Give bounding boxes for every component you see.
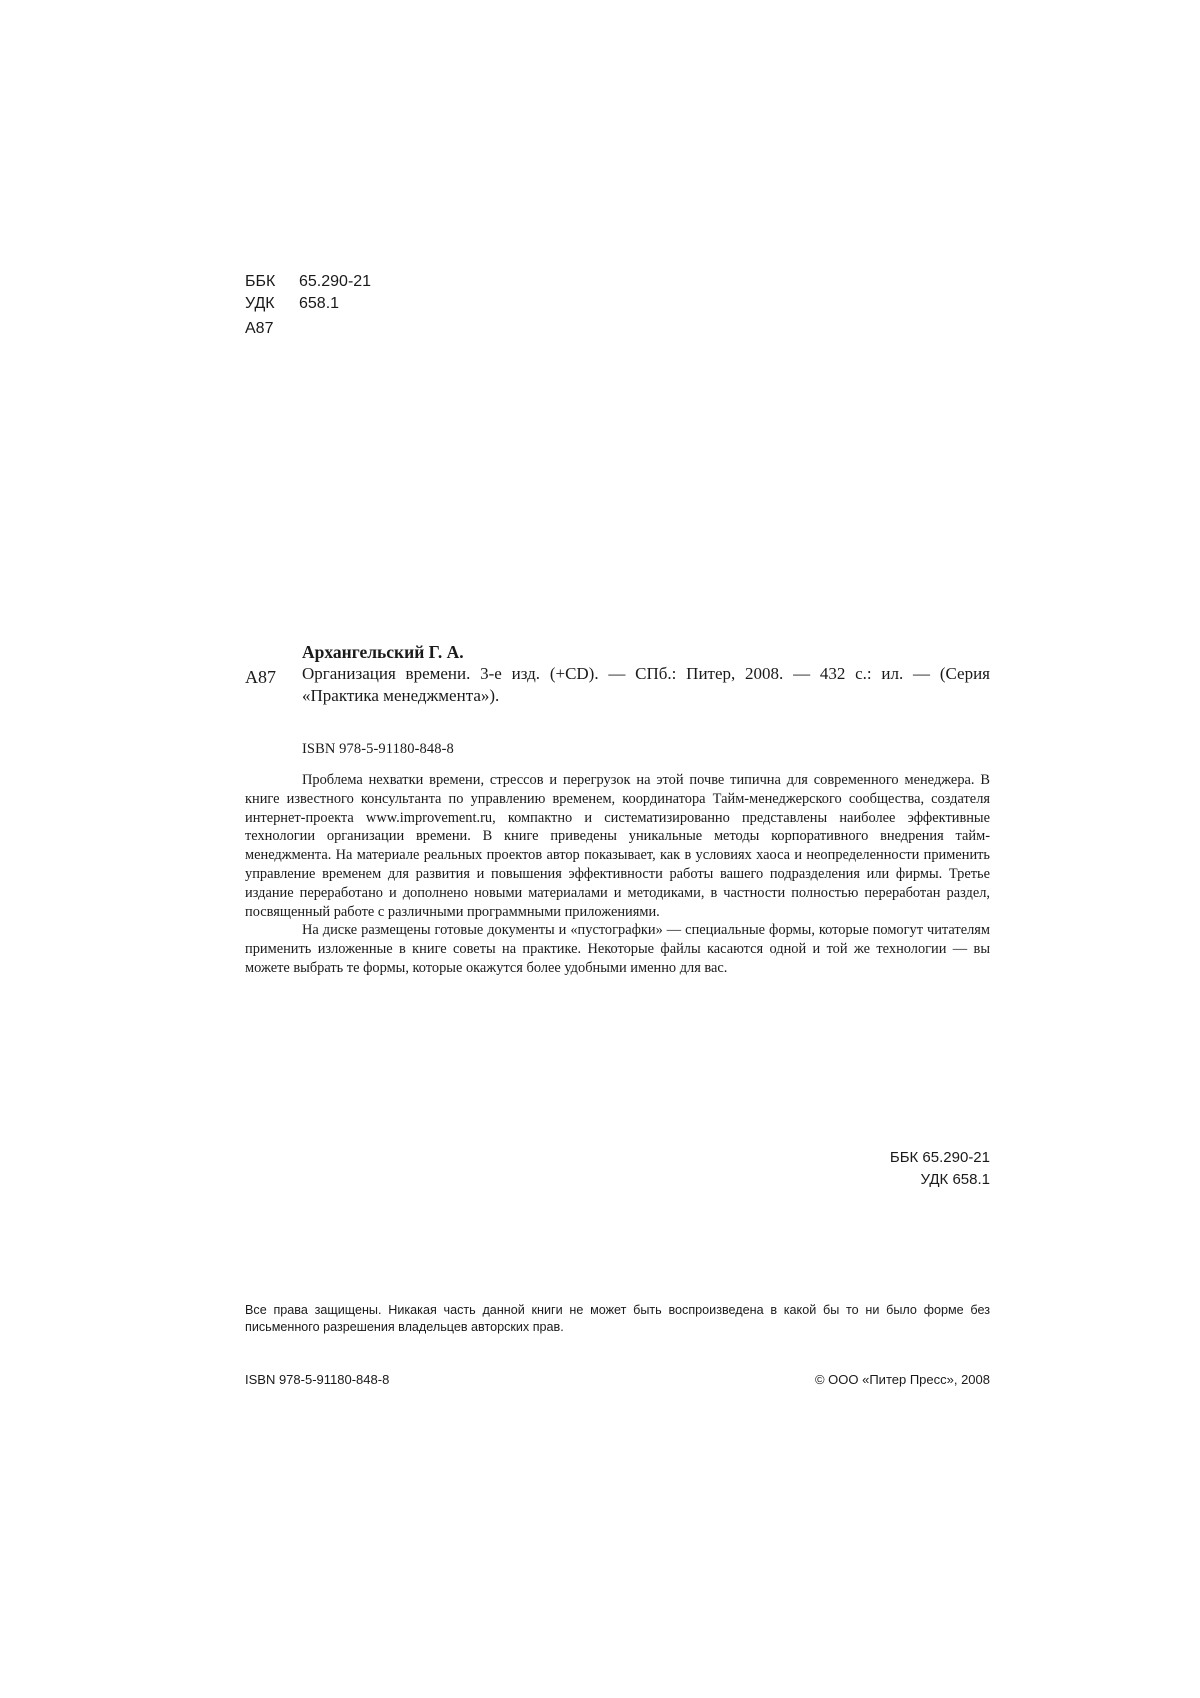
- footer-copyright: © ООО «Питер Пресс», 2008: [814, 1372, 990, 1387]
- footer-isbn: ISBN 978-5-91180-848-8: [245, 1372, 390, 1387]
- bbk-row: [245, 271, 371, 293]
- bbk-right: ББК 65.290-21: [889, 1149, 990, 1166]
- biblio-author-mark: А87: [245, 667, 276, 687]
- annotation-paragraph-2: На диске размещены готовые документы и «пустографки» — специальные формы, которые помогут читателям применить изложенные в книге советы на практике. Некоторые файлы касаются одной и той же технологии — вы можете выбрать те формы, которые окажутся более удобными именно для вас.: [245, 922, 990, 976]
- author-name: Архангельский Г. А.: [302, 642, 464, 662]
- bibliographic-record: [302, 641, 990, 707]
- udk-right: УДК 658.1: [920, 1171, 990, 1188]
- classification-codes-top: [245, 271, 371, 340]
- udk-label: УДК: [245, 295, 275, 312]
- isbn-record: ISBN 978-5-91180-848-8: [302, 741, 454, 757]
- footer: [245, 1372, 990, 1387]
- rights-notice: Все права защищены. Никакая часть данной книги не может быть воспроизведена в какой бы то ни было форме без письменного разрешения владельцев авторских прав.: [245, 1303, 990, 1334]
- classification-codes-right: [890, 1147, 990, 1191]
- udk-value: 658.1: [299, 295, 340, 312]
- author-mark: А87: [245, 320, 274, 337]
- annotation-paragraph-1: Проблема нехватки времени, стрессов и перегрузок на этой почве типична для современного менеджера. В книге известного консультанта по управлению временем, координатора Тайм-менеджерского сообщества, создателя интернет-проекта www.improvement.ru, компактно и систематизированно представлены наиболее эффективные технологии организации времени. В книге приведены уникальные методы корпоративного внедрения тайм-менеджмента. На материале реальных проектов автор показывает, как в условиях хаоса и неопределенности применить управление временем для развития и повышения эффективности работы вашего подразделения или фирмы. Третье издание переработано и дополнено новыми материалами и методиками, в частности полностью переработан раздел, посвященный работе с различными программными приложениями.: [245, 772, 990, 920]
- title-line: Организация времени. 3-е изд. (+CD). — СПб.: Питер, 2008. — 432 с.: ил. — (Серия «Практика менеджмента»).: [302, 664, 990, 705]
- bbk-value: 65.290-21: [299, 273, 372, 290]
- udk-row: [245, 293, 371, 315]
- annotation: [245, 771, 990, 978]
- bbk-label: ББК: [245, 273, 276, 290]
- author-mark-row: [245, 318, 371, 340]
